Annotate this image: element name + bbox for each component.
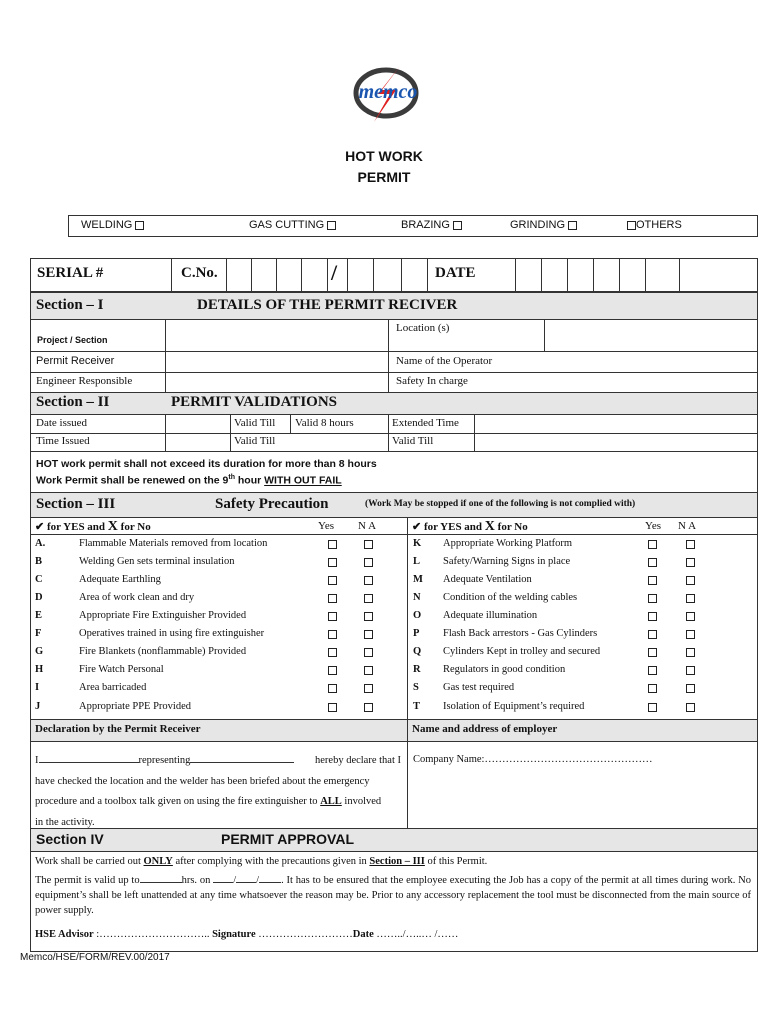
section1-number: Section – I xyxy=(36,297,104,313)
signature-label: Signature xyxy=(212,929,256,940)
item-code: J xyxy=(35,701,41,712)
item-text: Area barricaded xyxy=(79,682,147,693)
na-checkbox[interactable] xyxy=(364,612,373,621)
yes-header-right: Yes xyxy=(645,520,662,532)
date-label: DATE xyxy=(435,265,476,281)
section3-title: Safety Precaution xyxy=(215,496,329,512)
na-checkbox[interactable] xyxy=(364,684,373,693)
na-checkbox[interactable] xyxy=(686,594,695,603)
checklist-item-l xyxy=(408,556,757,574)
title-line2: PERMIT xyxy=(357,169,411,185)
work-type-welding[interactable]: WELDING xyxy=(81,219,144,231)
item-text: Appropriate Working Platform xyxy=(443,538,573,549)
checklist-item-g xyxy=(31,646,380,664)
yes-checkbox[interactable] xyxy=(648,703,657,712)
declaration-text xyxy=(35,751,401,833)
checklist-item-a xyxy=(31,538,380,556)
section4-title: PERMIT APPROVAL xyxy=(221,831,355,847)
yes-checkbox[interactable] xyxy=(328,612,337,621)
safety-label: Safety In charge xyxy=(396,375,468,387)
item-text: Fire Blankets (nonflammable) Provided xyxy=(79,646,247,657)
na-checkbox[interactable] xyxy=(364,630,373,639)
checklist-item-j xyxy=(31,701,380,719)
item-code: K xyxy=(413,538,422,549)
declaration-line1: I representing hereby declare that I xyxy=(35,755,401,766)
item-code: A. xyxy=(35,538,46,549)
na-checkbox[interactable] xyxy=(364,594,373,603)
checkbox[interactable] xyxy=(327,221,336,230)
memco-logo xyxy=(330,60,450,124)
section1-header xyxy=(31,293,757,320)
validity-note xyxy=(36,458,377,488)
item-code: E xyxy=(35,610,43,621)
yes-checkbox[interactable] xyxy=(328,684,337,693)
checklist-item-p xyxy=(408,628,757,646)
item-text: Adequate illumination xyxy=(443,610,538,621)
na-header-right: N A xyxy=(678,520,697,532)
operator-label: Name of the Operator xyxy=(396,355,493,367)
item-code: F xyxy=(35,628,42,639)
section3-number: Section – III xyxy=(36,496,116,512)
item-text: Isolation of Equipment’s required xyxy=(443,701,585,712)
checklist-item-h xyxy=(31,664,380,682)
yes-checkbox[interactable] xyxy=(328,648,337,657)
item-text: Flash Back arrestors - Gas Cylinders xyxy=(443,628,598,639)
item-text: Safety/Warning Signs in place xyxy=(443,556,571,567)
extended-time-label: Extended Time xyxy=(392,417,459,429)
na-checkbox[interactable] xyxy=(686,648,695,657)
item-code: G xyxy=(35,646,44,657)
serial-label: SERIAL # xyxy=(37,265,104,281)
valid-till-label-3: Valid Till xyxy=(392,435,434,447)
logo-text: memco xyxy=(358,81,418,103)
receiver-label: Permit Receiver xyxy=(36,355,115,367)
yes-header-left: Yes xyxy=(318,520,335,532)
na-checkbox[interactable] xyxy=(364,558,373,567)
item-code: D xyxy=(35,592,43,603)
item-code: B xyxy=(35,556,43,567)
item-text: Adequate Earthling xyxy=(79,574,161,585)
declaration-line4: in the activity. xyxy=(35,816,95,828)
item-text: Gas test required xyxy=(443,682,515,693)
section3-note: (Work May be stopped if one of the following is not complied with) xyxy=(365,499,636,509)
legend-right: ✔ for YES and X for No xyxy=(412,519,528,534)
work-type-gas-cutting[interactable]: GAS CUTTING xyxy=(249,219,336,231)
yes-checkbox[interactable] xyxy=(648,630,657,639)
item-code: S xyxy=(413,682,419,693)
section3-header xyxy=(31,492,757,518)
checkbox[interactable] xyxy=(453,221,462,230)
item-code: R xyxy=(413,664,421,675)
work-type-others[interactable]: OTHERS xyxy=(627,219,682,231)
checklist-item-r xyxy=(408,664,757,682)
declaration-header xyxy=(31,719,757,742)
checklist-item-s xyxy=(408,682,757,700)
item-text: Regulators in good condition xyxy=(443,664,566,675)
yes-checkbox[interactable] xyxy=(648,594,657,603)
declaration-header-left: Declaration by the Permit Receiver xyxy=(35,723,201,735)
checkbox[interactable] xyxy=(627,221,636,230)
section1-title: DETAILS OF THE PERMIT RECIVER xyxy=(197,297,458,313)
item-code: I xyxy=(35,682,40,693)
section4-number: Section IV xyxy=(36,831,104,847)
valid-8-hours-label: Valid 8 hours xyxy=(295,417,354,429)
na-checkbox[interactable] xyxy=(686,576,695,585)
project-label: Project / Section xyxy=(37,335,108,345)
yes-checkbox[interactable] xyxy=(328,630,337,639)
checklist-item-n xyxy=(408,592,757,610)
item-text: Adequate Ventilation xyxy=(443,574,532,585)
yes-checkbox[interactable] xyxy=(328,666,337,675)
approval-para2: The permit is valid up to hrs. on / / . It has to be ensured that the employee executing the Job has a copy of the permit at all times during work. No equipment’s shall be left unattended at any time whatsoever the reason may be. Prior to any accessory replacement the tool must be disconnected from the main source of power supply. xyxy=(35,875,751,916)
hse-advisor-label: HSE Advisor xyxy=(35,929,94,940)
na-checkbox[interactable] xyxy=(686,612,695,621)
yes-checkbox[interactable] xyxy=(328,558,337,567)
item-text: Welding Gen sets terminal insulation xyxy=(79,556,235,567)
item-code: O xyxy=(413,610,422,621)
item-code: C xyxy=(35,574,43,585)
checklist-item-b xyxy=(31,556,380,574)
approval-date-label: Date xyxy=(352,929,374,940)
item-code: P xyxy=(413,628,420,639)
checklist-item-o xyxy=(408,610,757,628)
page-title xyxy=(0,146,768,188)
checklist-item-i xyxy=(31,682,380,700)
na-checkbox[interactable] xyxy=(364,703,373,712)
serial-slash: / xyxy=(331,260,338,285)
na-checkbox[interactable] xyxy=(686,630,695,639)
declaration-line2: have checked the location and the welder has been briefed about the emergency xyxy=(35,775,370,787)
yes-checkbox[interactable] xyxy=(648,540,657,549)
yes-checkbox[interactable] xyxy=(328,540,337,549)
item-code: H xyxy=(35,664,44,675)
checklist-item-c xyxy=(31,574,380,592)
form-body xyxy=(30,292,758,952)
title-line1: HOT WORK xyxy=(345,148,423,164)
na-checkbox[interactable] xyxy=(686,558,695,567)
checkbox[interactable] xyxy=(568,221,577,230)
na-checkbox[interactable] xyxy=(686,540,695,549)
section2-title: PERMIT VALIDATIONS xyxy=(171,394,338,410)
yes-checkbox[interactable] xyxy=(648,576,657,585)
na-header-left: N A xyxy=(358,520,377,532)
item-code: N xyxy=(413,592,421,603)
checkbox[interactable] xyxy=(135,221,144,230)
item-text: Cylinders Kept in trolley and secured xyxy=(443,646,601,657)
na-checkbox[interactable] xyxy=(686,684,695,693)
checklist-item-m xyxy=(408,574,757,592)
item-code: T xyxy=(413,701,421,712)
company-name-field[interactable]: Company Name:………………………………………… xyxy=(413,754,653,765)
item-text: Operatives trained in using fire extinguisher xyxy=(79,628,265,639)
item-text: Fire Watch Personal xyxy=(79,664,164,675)
item-text: Appropriate PPE Provided xyxy=(79,701,191,712)
yes-checkbox[interactable] xyxy=(328,594,337,603)
location-label: Location (s) xyxy=(396,322,450,334)
approval-text xyxy=(35,854,751,918)
item-code: L xyxy=(413,556,421,567)
item-code: M xyxy=(413,574,423,585)
checklist-item-k xyxy=(408,538,757,556)
na-checkbox[interactable] xyxy=(364,666,373,675)
section4-header xyxy=(31,828,757,852)
work-type-brazing[interactable]: BRAZING xyxy=(401,219,462,231)
checklist-item-q xyxy=(408,646,757,664)
valid-till-label-2: Valid Till xyxy=(234,435,276,447)
approval-para1: Work shall be carried out ONLY after complying with the precautions given in Section – III of this Permit. xyxy=(35,856,488,867)
yes-checkbox[interactable] xyxy=(648,666,657,675)
yes-checkbox[interactable] xyxy=(648,684,657,693)
yes-checkbox[interactable] xyxy=(328,576,337,585)
yes-checkbox[interactable] xyxy=(328,703,337,712)
yes-checkbox[interactable] xyxy=(648,558,657,567)
item-text: Condition of the welding cables xyxy=(443,592,578,603)
section2-number: Section – II xyxy=(36,394,110,410)
validity-note-line2: Work Permit shall be renewed on the 9th hour WITH OUT FAIL xyxy=(36,474,342,487)
legend-left: ✔ for YES and X for No xyxy=(35,519,151,534)
time-issued-label: Time Issued xyxy=(36,435,90,447)
checklist-item-d xyxy=(31,592,380,610)
validity-note-line1: HOT work permit shall not exceed its duration for more than 8 hours xyxy=(36,458,377,470)
declaration-header-right: Name and address of employer xyxy=(412,723,558,735)
valid-till-label: Valid Till xyxy=(234,417,276,429)
na-checkbox[interactable] xyxy=(364,540,373,549)
item-text: Appropriate Fire Extinguisher Provided xyxy=(79,610,247,621)
serial-row xyxy=(30,258,758,292)
work-type-bar xyxy=(68,215,758,237)
section2-header xyxy=(31,393,757,415)
cno-label: C.No. xyxy=(181,265,218,281)
na-checkbox[interactable] xyxy=(686,666,695,675)
na-checkbox[interactable] xyxy=(364,648,373,657)
checklist-item-e xyxy=(31,610,380,628)
date-issued-label: Date issued xyxy=(36,417,88,429)
na-checkbox[interactable] xyxy=(686,703,695,712)
form-code: Memco/HSE/FORM/REV.00/2017 xyxy=(20,952,170,963)
na-checkbox[interactable] xyxy=(364,576,373,585)
hse-signature-line: HSE Advisor :………………………….. Signature ………………………Date ……../…..… /…… xyxy=(35,929,459,940)
yes-checkbox[interactable] xyxy=(648,612,657,621)
checklist-item-f xyxy=(31,628,380,646)
checklist-item-t xyxy=(408,701,757,719)
yes-checkbox[interactable] xyxy=(648,648,657,657)
item-text: Area of work clean and dry xyxy=(79,592,195,603)
item-text: Flammable Materials removed from location xyxy=(79,538,268,549)
item-code: Q xyxy=(413,646,422,657)
work-type-grinding[interactable]: GRINDING xyxy=(510,219,577,231)
engineer-label: Engineer Responsible xyxy=(36,375,133,387)
declaration-line3: procedure and a toolbox talk given on using the fire extinguisher to ALL involved xyxy=(35,796,382,807)
